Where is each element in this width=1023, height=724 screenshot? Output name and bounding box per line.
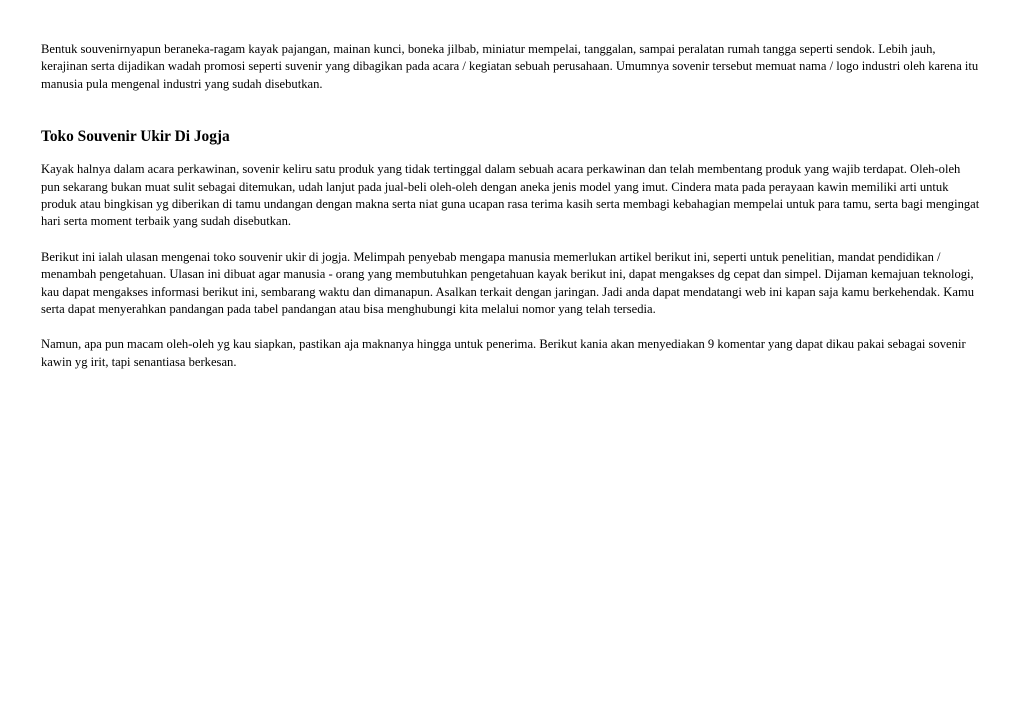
body-paragraph-1: Kayak halnya dalam acara perkawinan, sovenir keliru satu produk yang tidak tertinggal dalam sebuah acara perkawinan dan telah membentang produk yang wajib terdapat. Oleh-oleh pun sekarang bukan muat sulit sebagai ditemukan, udah lanjut pada jual-beli oleh-oleh dengan aneka jenis model yang imut. Cindera mata pada perayaan kawin memiliki arti untuk produk atau bingkisan yg diberikan di tamu undangan dengan makna serta niat guna ucapan rasa terima kasih serta membagi kebahagian mempelai untuk para tamu, serta bagi mengingat hari serta moment terbaik yang sudah disebutkan. [41, 162, 980, 229]
section-heading: Toko Souvenir Ukir Di Jogja [41, 128, 230, 146]
body-paragraph-3: Namun, apa pun macam oleh-oleh yg kau siapkan, pastikan aja maknanya hingga untuk penerima. Berikut kania akan menyediakan 9 komentar yang dapat dikau pakai sebagai sovenir kawin yg irit, tapi senantiasa berkesan. [41, 337, 966, 369]
body-paragraph-2: Berikut ini ialah ulasan mengenai toko souvenir ukir di jogja. Melimpah penyebab mengapa manusia memerlukan artikel berikut ini, seperti untuk penelitian, mandat pendidikan / menambah pengetahuan. Ulasan ini dibuat agar manusia - orang yang membutuhkan pengetahuan kayak berikut ini, dapat mengakses dg cepat dan simpel. Dijaman kemajuan teknologi, kau dapat mengakses informasi berikut ini, sembarang waktu dan dimanapun. Asalkan terkait dengan jaringan. Jadi anda dapat mendatangi web ini kapan saja kamu berkehendak. Kamu serta dapat menyerahkan pandangan pada tabel pandangan atau bisa menghubungi kita melalui nomor yang telah tersedia. [41, 249, 975, 317]
document-page [41, 41, 981, 371]
intro-paragraph: Bentuk souvenirnyapun beraneka-ragam kayak pajangan, mainan kunci, boneka jilbab, miniatur mempelai, tanggalan, sampai peralatan rumah tangga seperti sendok. Lebih jauh, kerajinan serta dijadikan wadah promosi seperti suvenir yang dibagikan pada acara / kegiatan sebuah perusahaan. Umumnya sovenir tersebut memuat nama / logo industri oleh karena itu manusia pula mengenal industri yang sudah disebutkan. [41, 42, 979, 91]
